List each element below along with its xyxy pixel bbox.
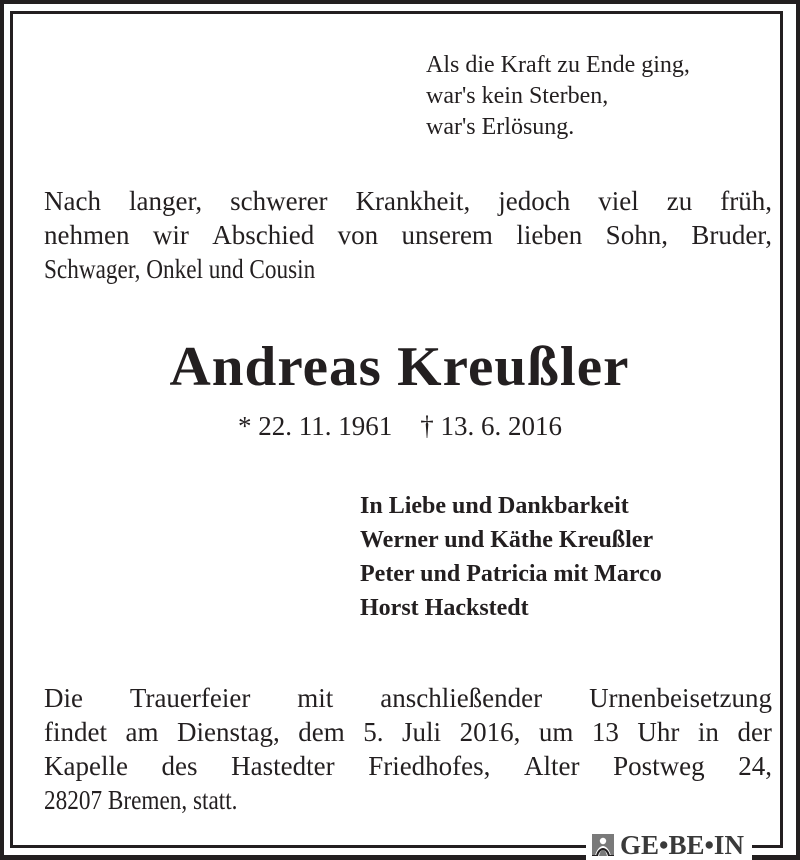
intro-line-3 <box>44 252 772 286</box>
word: Abschied <box>212 220 315 250</box>
word: des <box>161 751 198 781</box>
word: der <box>737 717 772 747</box>
signature-line: Peter und Patricia mit Marco <box>360 561 662 587</box>
funeral-line-1 <box>44 681 772 715</box>
word: Kapelle <box>44 751 128 781</box>
deceased-name <box>0 332 800 402</box>
logo-text: GE•BE•IN <box>620 830 744 860</box>
word: Postweg <box>613 751 705 781</box>
word: langer, <box>128 186 203 216</box>
word: jedoch <box>498 186 571 216</box>
word: zu <box>666 186 693 216</box>
signature-line: Werner und Käthe Kreußler <box>360 527 654 553</box>
signature-line: Horst Hackstedt <box>360 595 529 621</box>
word: am <box>125 717 159 747</box>
word: Dienstag, <box>177 717 280 747</box>
word: 13 <box>591 717 619 747</box>
word: viel <box>598 186 639 216</box>
deceased-name-text: Andreas Kreußler <box>169 336 631 398</box>
word: Uhr <box>637 717 680 747</box>
word: mit <box>297 683 334 713</box>
funeral-line-3 <box>44 749 772 783</box>
word: Die <box>44 683 83 713</box>
word: Alter <box>524 751 580 781</box>
word: Urnenbeisetzung <box>589 683 772 713</box>
funeral-line-4 <box>44 783 772 817</box>
word: Nach <box>44 186 101 216</box>
word: Bruder, <box>691 220 772 250</box>
word: Hastedter <box>231 751 335 781</box>
funeral-line-2 <box>44 715 772 749</box>
motto-line: Als die Kraft zu Ende ging, <box>426 52 690 78</box>
signature-block <box>360 489 662 625</box>
motto-line: war's Erlösung. <box>426 114 575 140</box>
intro-line-2 <box>44 218 772 252</box>
word: anschließender <box>380 683 543 713</box>
word: findet <box>44 717 107 747</box>
word: 2016, <box>459 717 521 747</box>
motto-line: war's kein Sterben, <box>426 83 609 109</box>
word: Krankheit, <box>355 186 471 216</box>
word: in <box>697 717 719 747</box>
death-date: † 13. 6. 2016 <box>420 411 562 441</box>
intro-paragraph <box>44 184 772 286</box>
word: Trauerfeier <box>129 683 251 713</box>
publisher-logo <box>586 830 752 860</box>
motto-verse <box>426 50 690 143</box>
funeral-paragraph <box>44 681 772 817</box>
word: dem <box>298 717 345 747</box>
word: lieben <box>516 220 583 250</box>
funeral-line-4-text: 28207 Bremen, statt. <box>44 785 238 815</box>
intro-line-1 <box>44 184 772 218</box>
signature-line: In Liebe und Dankbarkeit <box>360 493 629 519</box>
word: Friedhofes, <box>368 751 491 781</box>
birth-date: * 22. 11. 1961 <box>238 411 393 441</box>
word: 24, <box>738 751 772 781</box>
word: nehmen <box>44 220 130 250</box>
life-dates <box>0 408 800 444</box>
gebein-logo-icon <box>592 834 614 856</box>
word: wir <box>152 220 189 250</box>
word: 5. <box>363 717 384 747</box>
word: schwerer <box>230 186 328 216</box>
word: Sohn, <box>605 220 668 250</box>
word: unserem <box>401 220 493 250</box>
word: um <box>538 717 574 747</box>
word: Juli <box>402 717 442 747</box>
word: von <box>337 220 379 250</box>
word: früh, <box>720 186 772 216</box>
intro-line-3-text: Schwager, Onkel und Cousin <box>44 254 316 284</box>
